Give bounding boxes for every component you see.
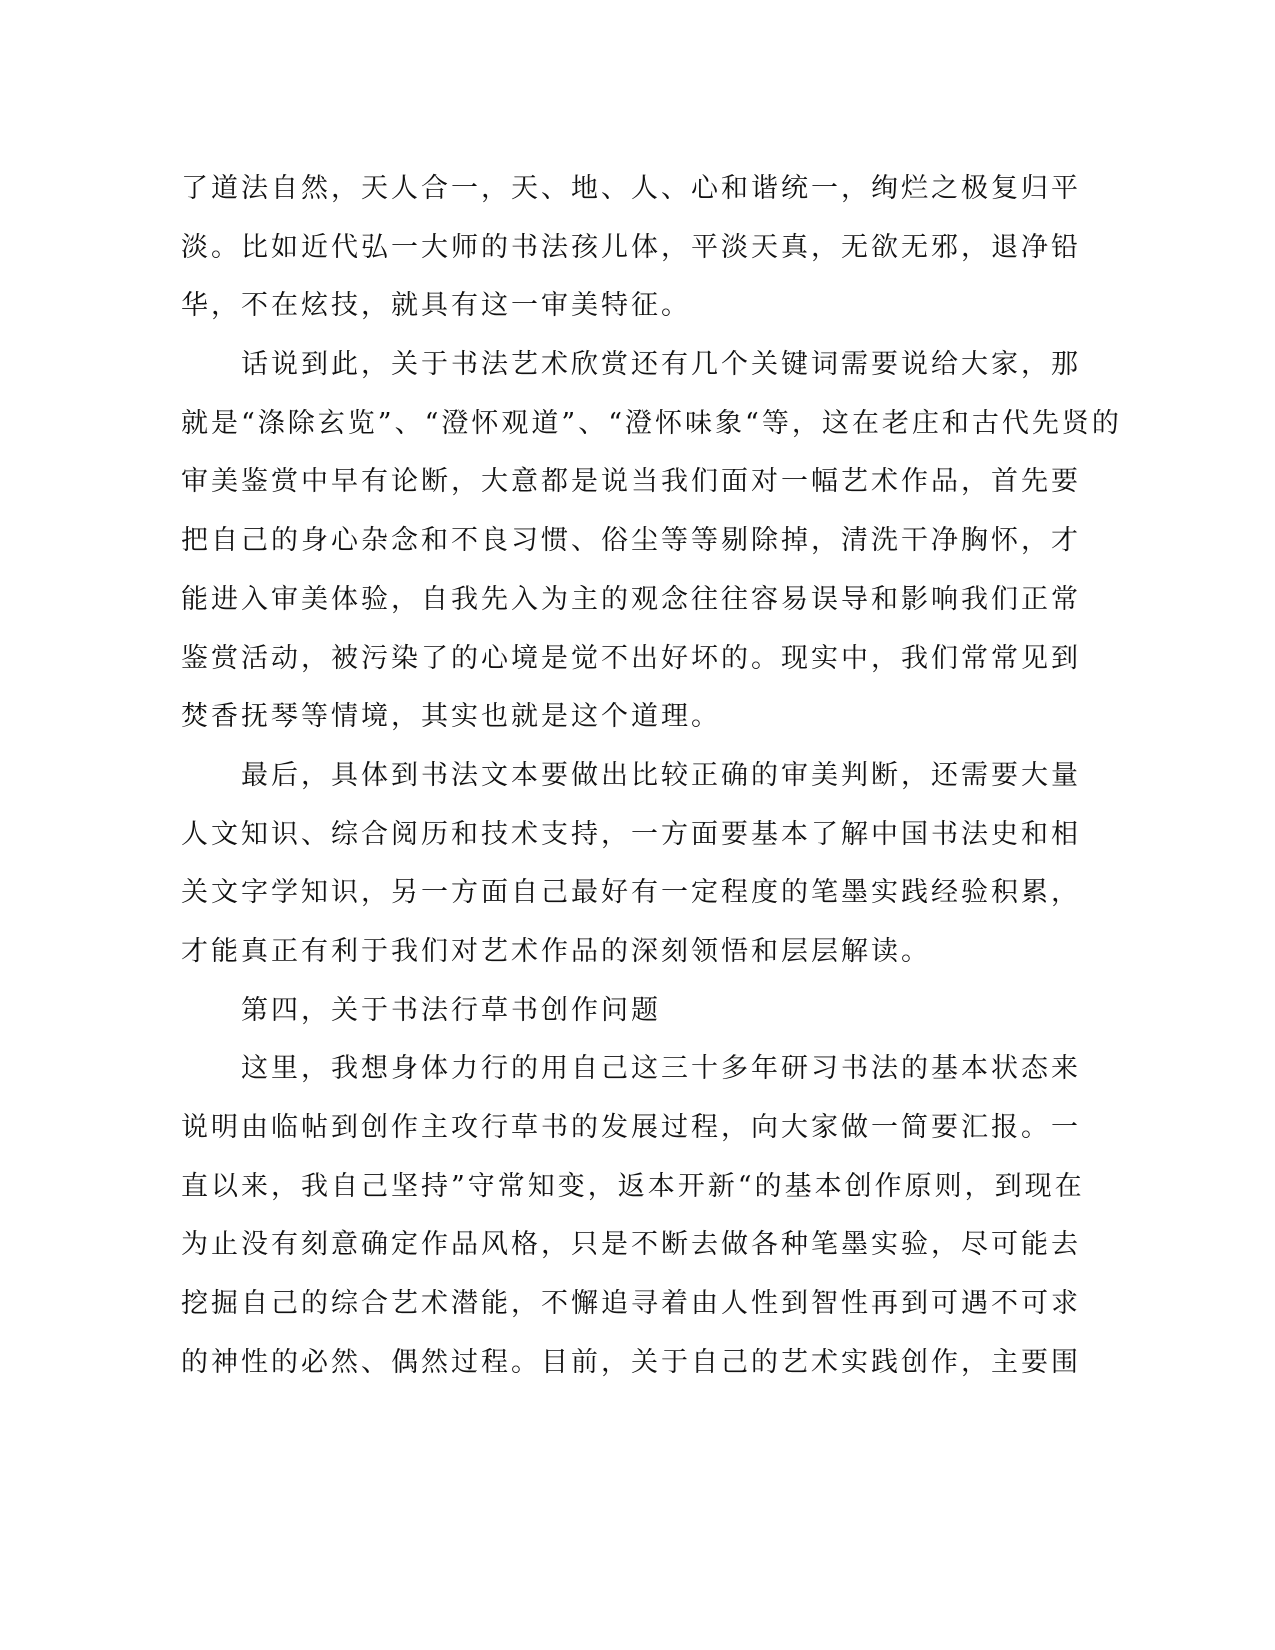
text-line: 就是“涤除玄览”、“澄怀观道”、“澄怀味象“等，这在老庄和古代先贤的 — [181, 407, 1122, 439]
section-heading: 第四，关于书法行草书创作问题 — [181, 994, 661, 1026]
body-text — [181, 160, 1122, 1392]
text-line: 直以来，我自己坚持”守常知变，返本开新“的基本创作原则，到现在 — [181, 1170, 1085, 1202]
text-line: 焚香抚琴等情境，其实也就是这个道理。 — [181, 701, 721, 733]
text-line: 人文知识、综合阅历和技术支持，一方面要基本了解中国书法史和相 — [181, 818, 1081, 850]
text-line: 为止没有刻意确定作品风格，只是不断去做各种笔墨实验，尽可能去 — [181, 1229, 1081, 1261]
text-line: 能进入审美体验，自我先入为主的观念往往容易误导和影响我们正常 — [181, 583, 1081, 615]
text-line: 这里，我想身体力行的用自己这三十多年研习书法的基本状态来 — [181, 1053, 1081, 1085]
text-line: 挖掘自己的综合艺术潜能，不懈追寻着由人性到智性再到可遇不可求 — [181, 1288, 1081, 1320]
text-line: 说明由临帖到创作主攻行草书的发展过程，向大家做一简要汇报。一 — [181, 1112, 1081, 1143]
text-line: 关文字学知识，另一方面自己最好有一定程度的笔墨实践经验积累， — [181, 877, 1081, 909]
text-line: 淡。比如近代弘一大师的书法孩儿体，平淡天真，无欲无邪，退净铅 — [181, 231, 1081, 263]
text-line: 才能真正有利于我们对艺术作品的深刻领悟和层层解读。 — [181, 935, 931, 967]
text-line: 审美鉴赏中早有论断，大意都是说当我们面对一幅艺术作品，首先要 — [181, 466, 1081, 498]
text-line: 鉴赏活动，被污染了的心境是觉不出好坏的。现实中，我们常常见到 — [181, 642, 1081, 674]
text-line: 把自己的身心杂念和不良习惯、俗尘等等剔除掉，清洗干净胸怀，才 — [181, 525, 1081, 557]
text-line: 最后，具体到书法文本要做出比较正确的审美判断，还需要大量 — [181, 759, 1081, 791]
text-line: 了道法自然，天人合一，天、地、人、心和谐统一，绚烂之极复归平 — [181, 173, 1081, 204]
text-line: 的神性的必然、偶然过程。目前，关于自己的艺术实践创作，主要围 — [181, 1346, 1081, 1378]
text-line: 华，不在炫技，就具有这一审美特征。 — [181, 290, 691, 322]
text-line: 话说到此，关于书法艺术欣赏还有几个关键词需要说给大家，那 — [181, 349, 1081, 381]
